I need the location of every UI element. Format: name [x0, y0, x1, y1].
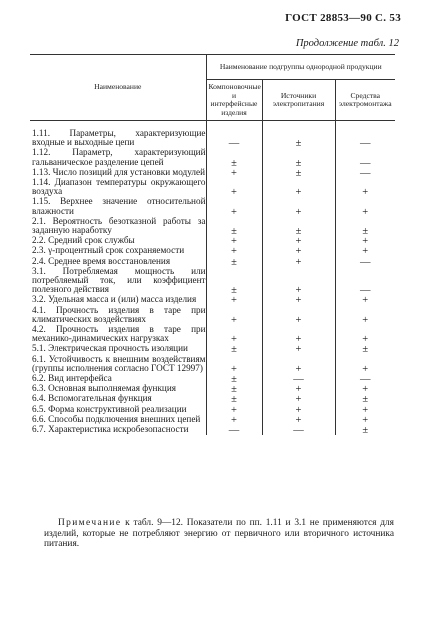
indicator-name: 5.1. Электрическая прочность изоляции [32, 343, 188, 354]
applicability-mark: — [335, 374, 395, 384]
applicability-mark: ± [335, 425, 395, 435]
table-continuation-label: Продолжение табл. 12 [295, 38, 399, 49]
applicability-mark: + [262, 325, 335, 344]
indicator-name: 2.4. Среднее время восстановления [32, 255, 171, 266]
applicability-mark: — [335, 267, 395, 296]
applicability-mark: + [262, 197, 335, 216]
applicability-mark: ± [206, 344, 262, 354]
applicability-mark: ± [262, 148, 335, 167]
table-row [30, 325, 395, 344]
table-row [30, 197, 395, 216]
applicability-mark: — [262, 374, 335, 384]
applicability-mark: + [206, 405, 262, 415]
applicability-mark: + [262, 394, 335, 404]
applicability-mark: + [262, 295, 335, 305]
applicability-mark: — [262, 425, 335, 435]
indicator-name: 1.12. Параметр, характеризующий гальваническое разделение цепей [32, 147, 206, 167]
indicator-name: 6.7. Характеристика искробезопасности [32, 424, 189, 435]
applicability-mark: ± [206, 374, 262, 384]
applicability-mark: — [335, 168, 395, 178]
column-header-power-sources: Источники электропитания [262, 80, 335, 121]
indicator-name: 2.3. γ-процентный срок сохраняемости [32, 245, 185, 256]
indicator-name: 6.6. Способы подключения внешних цепей [32, 413, 201, 424]
table-row [30, 178, 395, 197]
applicability-mark: — [206, 425, 262, 435]
applicability-mark: + [335, 405, 395, 415]
applicability-mark: ± [335, 217, 395, 236]
applicability-mark: + [206, 236, 262, 246]
applicability-mark: ± [206, 384, 262, 394]
applicability-mark: ± [262, 129, 335, 148]
table-row [30, 148, 395, 167]
indicator-name: 2.2. Средний срок службы [32, 235, 135, 246]
table-row [30, 129, 395, 148]
applicability-mark: ± [262, 217, 335, 236]
applicability-mark: ± [262, 168, 335, 178]
indicator-name: 1.14. Диапазон температуры окружающего воздуха [32, 177, 206, 197]
applicability-mark: + [206, 246, 262, 256]
indicator-name: 3.1. Потребляемая мощность или потребляемый ток, или коэффициент полезного действия [32, 265, 206, 295]
applicability-mark: + [335, 306, 395, 325]
applicability-mark: ± [206, 217, 262, 236]
applicability-mark: — [335, 257, 395, 267]
page-header: ГОСТ 28853—90 С. 53 [285, 12, 401, 24]
indicator-name: 1.15. Верхнее значение относительной влажности [32, 196, 206, 216]
indicator-name: 6.1. Устойчивость к внешним воздействиям (группы исполнения согласно ГОСТ 12997) [32, 353, 206, 373]
applicability-mark: ± [206, 267, 262, 296]
applicability-mark: + [262, 405, 335, 415]
applicability-mark: — [206, 129, 262, 148]
table-row [30, 306, 395, 325]
applicability-mark: + [262, 236, 335, 246]
applicability-mark: + [335, 415, 395, 425]
applicability-mark: + [206, 178, 262, 197]
applicability-mark: ± [206, 394, 262, 404]
applicability-mark: + [262, 267, 335, 296]
indicators-table [30, 54, 395, 435]
applicability-mark: + [262, 415, 335, 425]
indicator-name: 1.13. Число позиций для установки модулей [32, 166, 205, 177]
applicability-mark: ± [335, 344, 395, 354]
indicator-name: 4.1. Прочность изделия в таре при климатических воздействиях [32, 304, 206, 324]
applicability-mark: — [335, 129, 395, 148]
applicability-mark: + [262, 344, 335, 354]
applicability-mark: + [335, 178, 395, 197]
applicability-mark: + [335, 355, 395, 374]
table-body [30, 121, 395, 436]
column-header-wiring: Средства электромонтажа [335, 80, 395, 121]
applicability-mark: + [262, 384, 335, 394]
applicability-mark: + [335, 246, 395, 256]
applicability-mark: + [262, 178, 335, 197]
indicator-name: 6.2. Вид интерфейса [32, 373, 112, 384]
table-row [30, 425, 395, 435]
applicability-mark: + [206, 355, 262, 374]
applicability-mark: + [335, 197, 395, 216]
indicator-name: 6.3. Основная выполняемая функция [32, 383, 176, 394]
applicability-mark: + [206, 295, 262, 305]
table-row [30, 217, 395, 236]
applicability-mark: + [335, 295, 395, 305]
group-column-header: Наименование подгруппы однородной продукции [206, 55, 395, 80]
column-header-components: Компоновочные и интерфейсные изделия [206, 80, 262, 121]
applicability-mark: + [262, 257, 335, 267]
applicability-mark: + [335, 236, 395, 246]
applicability-mark: + [206, 306, 262, 325]
applicability-mark: + [262, 355, 335, 374]
indicator-name: 6.4. Вспомогательная функция [32, 393, 152, 404]
applicability-mark: + [335, 325, 395, 344]
applicability-mark: ± [206, 148, 262, 167]
applicability-mark: + [206, 197, 262, 216]
table-row [30, 355, 395, 374]
name-column-header: Наименование [30, 55, 206, 121]
indicator-name: 3.2. Удельная масса и (или) масса изделия [32, 294, 197, 305]
applicability-mark: + [262, 246, 335, 256]
footnote-text: к табл. 9—12. Показатели по пп. 1.11 и 3.1 не применяются для изделий, которые не потребляют энергию от первичного или вторичного источника питания. [44, 518, 394, 549]
indicator-name: 1.11. Параметры, характеризующие входные и выходные цепи [32, 128, 206, 148]
applicability-mark: ± [206, 257, 262, 267]
indicator-name: 4.2. Прочность изделия в таре при механико-динамических нагрузках [32, 324, 206, 344]
footnote [44, 518, 394, 550]
applicability-mark: + [335, 384, 395, 394]
applicability-mark: + [262, 306, 335, 325]
applicability-mark: + [206, 415, 262, 425]
applicability-mark: — [335, 148, 395, 167]
indicator-name: 6.5. Форма конструктивной реализации [32, 403, 187, 414]
applicability-mark: + [206, 168, 262, 178]
table-row [30, 267, 395, 296]
footnote-label: Примечание [58, 518, 122, 528]
indicator-name: 2.1. Вероятность безотказной работы за заданную наработку [32, 215, 206, 236]
applicability-mark: + [206, 325, 262, 344]
applicability-mark: ± [335, 394, 395, 404]
